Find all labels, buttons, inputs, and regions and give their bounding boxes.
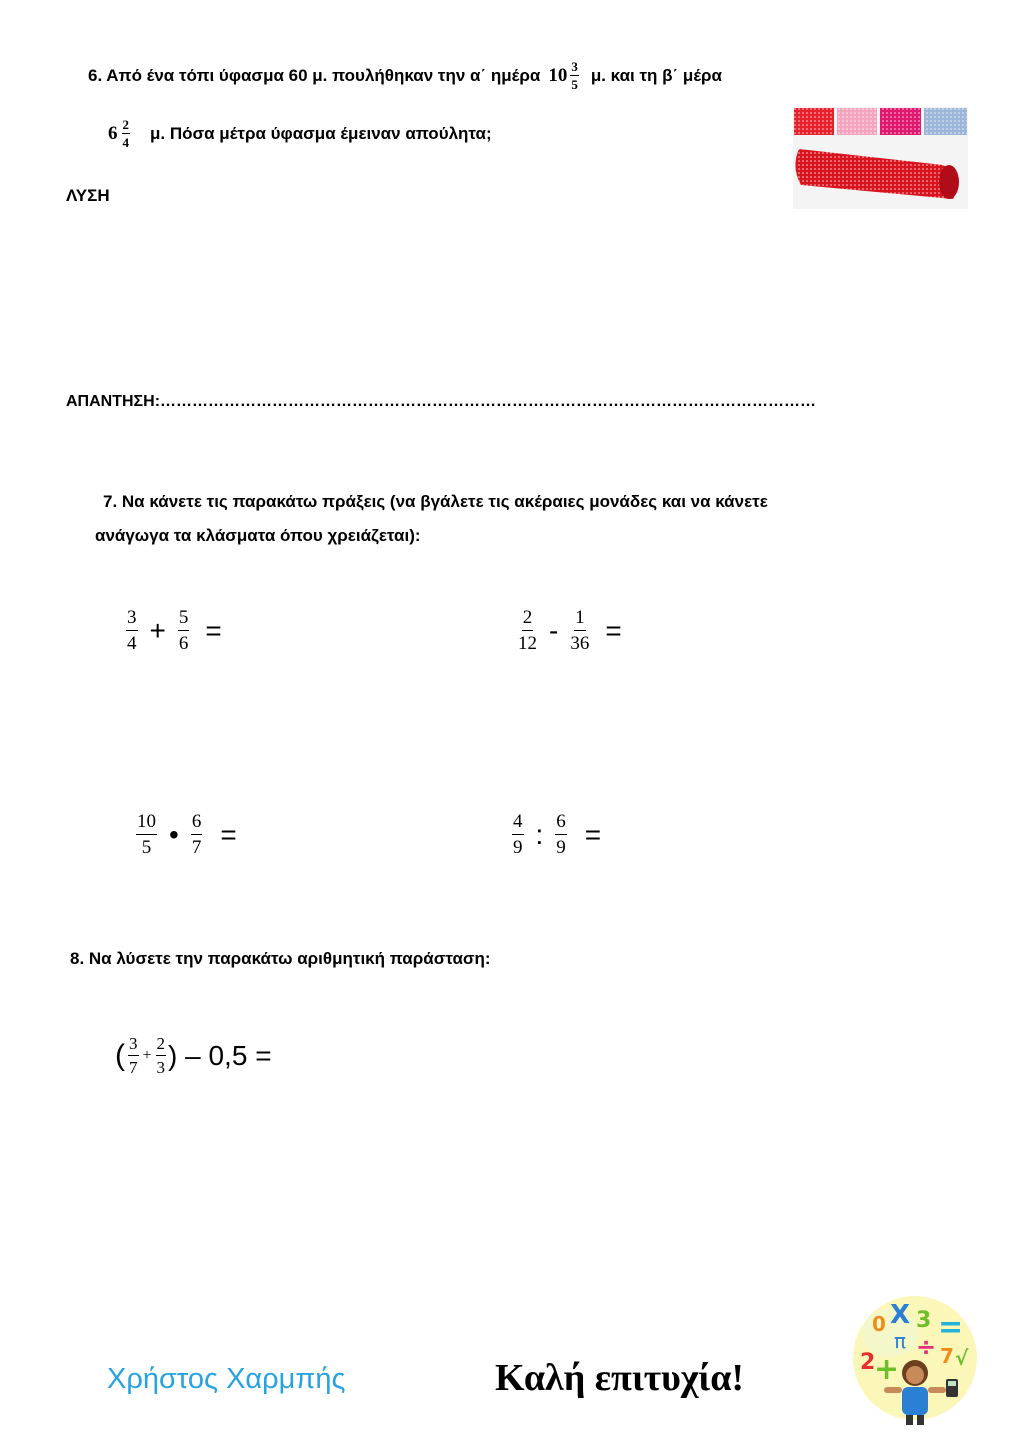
expression-tail: ) – 0,5 =	[168, 1039, 272, 1071]
fraction	[136, 812, 157, 857]
q6-line1-text: 6. Από ένα τόπι ύφασμα 60 μ. πουλήθηκαν την α΄ ημέρα	[88, 65, 541, 85]
svg-text:7: 7	[940, 1344, 954, 1368]
fraction	[512, 812, 524, 857]
q6-mixed-number-1	[548, 60, 579, 91]
q6-line2	[108, 118, 492, 149]
fraction	[128, 1035, 139, 1076]
fraction	[156, 1035, 167, 1076]
svg-text:0: 0	[872, 1312, 886, 1336]
good-luck-text: Καλή επιτυχία!	[495, 1357, 745, 1399]
q7-expression-2	[518, 608, 622, 653]
numerator: 6	[555, 812, 567, 835]
numerator: 5	[178, 608, 190, 631]
svg-text:+: +	[874, 1352, 900, 1387]
denominator: 7	[129, 1058, 138, 1077]
numerator: 10	[136, 812, 157, 835]
svg-text:X: X	[890, 1300, 911, 1330]
q7-expression-1	[126, 608, 222, 653]
denominator: 7	[191, 837, 202, 858]
svg-text:√: √	[955, 1346, 969, 1370]
equals-sign: =	[220, 818, 237, 850]
equals-sign: =	[584, 818, 602, 850]
minus-operator: -	[549, 614, 559, 646]
fraction	[555, 812, 567, 857]
numerator: 6	[191, 812, 203, 835]
equals-sign: =	[205, 614, 222, 646]
denominator: 3	[156, 1058, 166, 1077]
q7-instruction-line2: ανάγωγα τα κλάσματα όπου χρειάζεται):	[95, 526, 421, 545]
q6-question-text: μ. Πόσα μέτρα ύφασμα έμειναν απούλητα;	[150, 123, 492, 143]
plus-operator: +	[149, 614, 166, 646]
q6-mixed2-num: 2	[122, 117, 129, 132]
denominator: 9	[513, 837, 523, 858]
q6-mixed1-whole: 10	[548, 64, 568, 86]
denominator: 5	[141, 837, 152, 858]
denominator: 9	[556, 837, 566, 858]
svg-text:π: π	[894, 1329, 907, 1353]
math-mascot-image	[850, 1293, 980, 1428]
fraction	[178, 608, 190, 653]
math-symbols-mascot-icon	[850, 1293, 980, 1428]
numerator: 4	[512, 812, 524, 835]
fabric-rolls-image	[793, 107, 968, 209]
equals-sign: =	[605, 614, 622, 646]
svg-text:2: 2	[860, 1350, 876, 1375]
q6-mixed2-den: 4	[122, 135, 129, 150]
svg-text:÷: ÷	[916, 1333, 937, 1361]
fraction	[518, 608, 537, 653]
q6-mixed2-fraction	[122, 118, 131, 149]
numerator: 2	[156, 1035, 167, 1056]
q6-line1-tail: μ. και τη β΄ μέρα	[590, 65, 722, 85]
answer-line: ΑΠΑΝΤΗΣΗ:……………………………………………………………………………………………………………	[66, 393, 817, 410]
plus-operator: +	[142, 1046, 152, 1064]
q6-mixed1-den: 5	[571, 77, 578, 92]
fraction	[126, 608, 138, 653]
numerator: 3	[126, 608, 138, 631]
numerator: 3	[128, 1035, 139, 1056]
denominator: 12	[518, 633, 537, 654]
multiply-operator: •	[169, 818, 179, 850]
svg-text:3: 3	[916, 1308, 932, 1333]
numerator: 1	[574, 608, 586, 631]
q8-expression	[115, 1035, 272, 1076]
q6-mixed1-num: 3	[571, 59, 578, 74]
q7-expression-4	[512, 812, 601, 857]
q8-instruction: 8. Να λύσετε την παρακάτω αριθμητική παράσταση:	[70, 949, 491, 968]
divide-operator: :	[535, 818, 544, 850]
q7-instruction-line1: 7. Να κάνετε τις παρακάτω πράξεις (να βγάλετε τις ακέραιες μονάδες και να κάνετε	[103, 492, 768, 511]
solution-label: ΛΥΣΗ	[66, 186, 110, 205]
fabric-rolls-icon	[793, 107, 968, 209]
fraction	[191, 812, 203, 857]
q6-mixed2-whole: 6	[108, 122, 118, 144]
fraction	[570, 608, 589, 653]
svg-text:=: =	[938, 1310, 964, 1345]
q7-expression-3	[136, 812, 237, 857]
open-paren: (	[115, 1038, 125, 1072]
denominator: 6	[178, 633, 189, 654]
numerator: 2	[522, 608, 534, 631]
q6-mixed1-fraction	[570, 60, 579, 91]
denominator: 4	[127, 633, 137, 654]
q6-line1	[88, 60, 722, 91]
denominator: 36	[570, 633, 590, 654]
author-name: Χρήστος Χαρμπής	[107, 1363, 346, 1395]
